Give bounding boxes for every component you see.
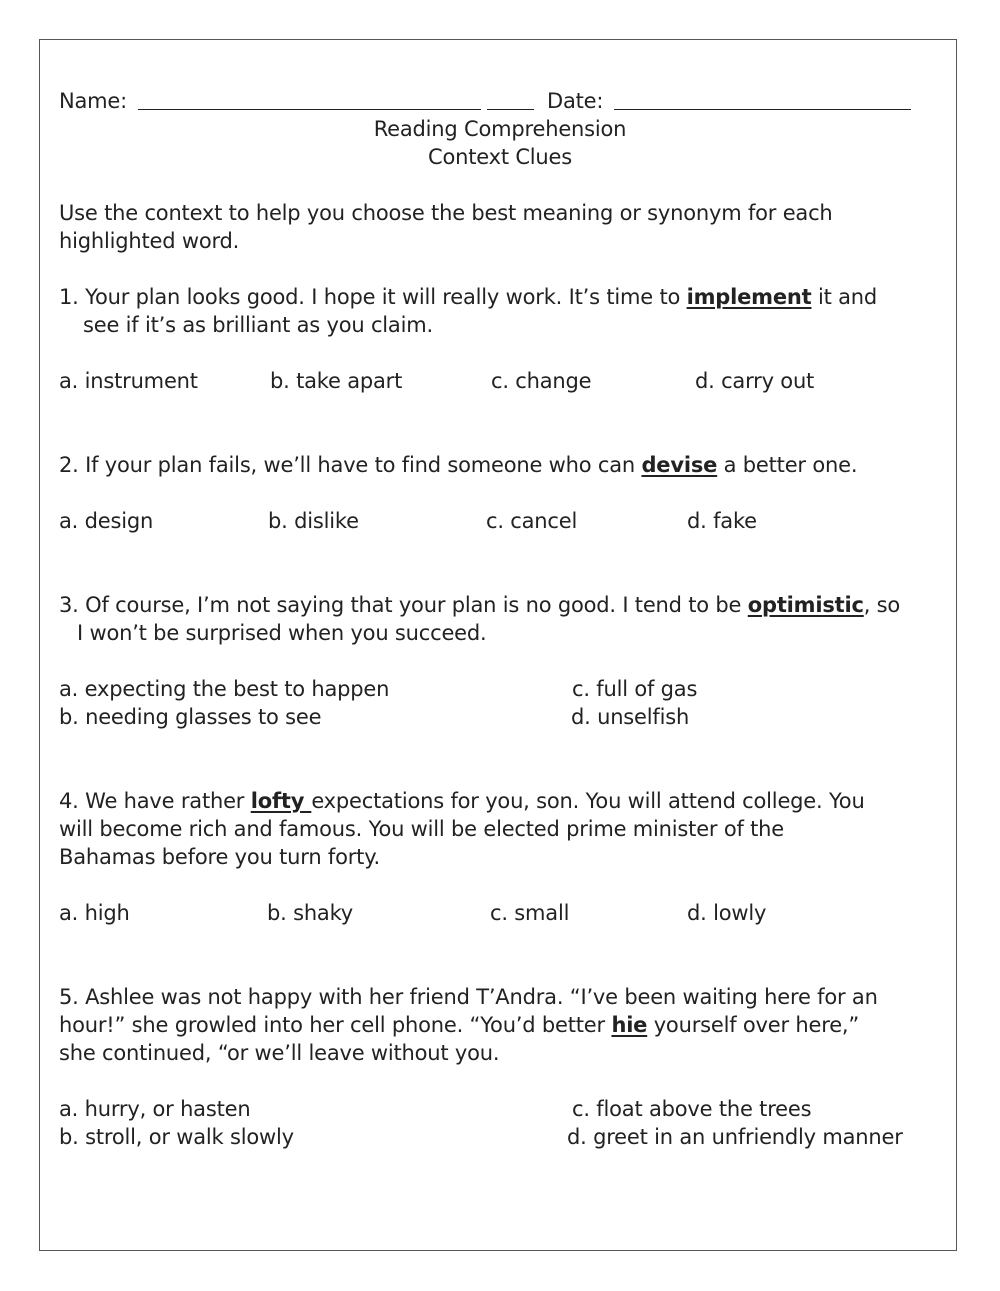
question-text: it and — [811, 285, 878, 309]
question-2-line — [59, 451, 857, 479]
question-5-line: 5. Ashlee was not happy with her friend T’Andra. “I’ve been waiting here for an — [59, 985, 878, 1009]
choice-b[interactable]: b. needing glasses to see — [59, 705, 322, 729]
date-blank-line[interactable] — [614, 108, 911, 110]
choice-d[interactable]: d. unselfish — [571, 705, 690, 729]
choice-c[interactable]: c. float above the trees — [572, 1097, 812, 1121]
question-4-line: will become rich and famous. You will be elected prime minister of the — [59, 817, 784, 841]
choice-c[interactable]: c. small — [490, 901, 570, 925]
question-4-line — [59, 787, 865, 815]
choice-d[interactable]: d. fake — [687, 509, 757, 533]
question-text: , so — [863, 593, 901, 617]
instructions-line: Use the context to help you choose the best meaning or synonym for each — [59, 201, 833, 225]
question-text: expectations for you, son. You will attend college. You — [311, 789, 865, 813]
page-subtitle: Context Clues — [427, 145, 572, 169]
question-text: yourself over here,” — [647, 1013, 860, 1037]
highlighted-word: hie — [611, 1013, 648, 1037]
choice-d[interactable]: d. lowly — [687, 901, 767, 925]
choice-a[interactable]: a. high — [59, 901, 130, 925]
question-text: 1. Your plan looks good. I hope it will really work. It’s time to — [59, 285, 687, 309]
choice-a[interactable]: a. instrument — [59, 369, 198, 393]
question-1-line: see if it’s as brilliant as you claim. — [83, 313, 433, 337]
name-blank-line[interactable] — [138, 108, 481, 110]
choice-a[interactable]: a. design — [59, 509, 154, 533]
choice-b[interactable]: b. shaky — [267, 901, 354, 925]
choice-c[interactable]: c. full of gas — [572, 677, 698, 701]
choice-d[interactable]: d. greet in an unfriendly manner — [567, 1125, 903, 1149]
question-text: 4. We have rather — [59, 789, 251, 813]
date-label: Date: — [547, 89, 604, 113]
question-5-line — [59, 1011, 859, 1039]
choice-d[interactable]: d. carry out — [695, 369, 815, 393]
highlighted-word: optimistic — [747, 593, 864, 617]
name-blank-line-extra[interactable] — [487, 108, 534, 110]
instructions-line: highlighted word. — [59, 229, 240, 253]
question-text: hour!” she growled into her cell phone. “You’d better — [59, 1013, 612, 1037]
choice-c[interactable]: c. change — [491, 369, 592, 393]
question-1-line — [59, 283, 877, 311]
highlighted-word: implement — [686, 285, 812, 309]
name-label: Name: — [59, 89, 128, 113]
question-text: 3. Of course, I’m not saying that your plan is no good. I tend to be — [59, 593, 748, 617]
question-text: 2. If your plan fails, we’ll have to find someone who can — [59, 453, 642, 477]
highlighted-word: lofty — [250, 789, 312, 813]
highlighted-word: devise — [641, 453, 718, 477]
choice-b[interactable]: b. dislike — [268, 509, 359, 533]
question-text: a better one. — [717, 453, 858, 477]
choice-b[interactable]: b. take apart — [270, 369, 403, 393]
choice-b[interactable]: b. stroll, or walk slowly — [59, 1125, 294, 1149]
question-3-line: I won’t be surprised when you succeed. — [77, 621, 487, 645]
question-5-line: she continued, “or we’ll leave without you. — [59, 1041, 500, 1065]
choice-c[interactable]: c. cancel — [486, 509, 578, 533]
page-title: Reading Comprehension — [373, 117, 627, 141]
choice-a[interactable]: a. expecting the best to happen — [59, 677, 390, 701]
question-4-line: Bahamas before you turn forty. — [59, 845, 380, 869]
choice-a[interactable]: a. hurry, or hasten — [59, 1097, 251, 1121]
question-3-line — [59, 591, 900, 619]
